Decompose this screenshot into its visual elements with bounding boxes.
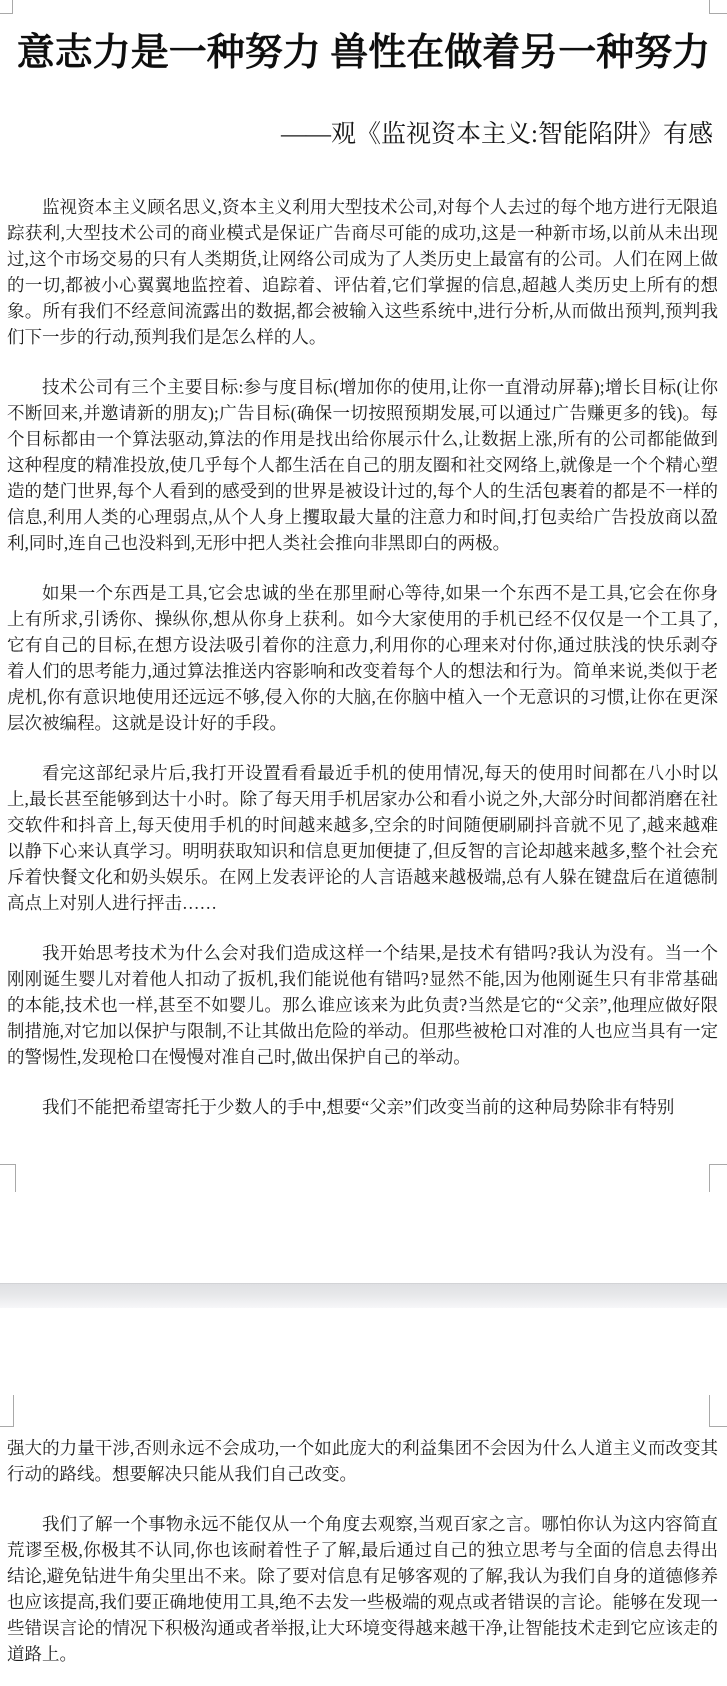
text-boundary-mark-bottom-right	[709, 1164, 727, 1192]
page-separator	[0, 1283, 727, 1308]
body-paragraph-6-continued: 强大的力量干涉,否则永远不会成功,一个如此庞大的利益集团不会因为什么人道主义而改变其行动的路线。想要解决只能从我们自己改变。	[7, 1438, 718, 1484]
page-2[interactable]	[0, 1308, 727, 1686]
body-paragraph-5: 我开始思考技术为什么会对我们造成这样一个结果,是技术有错吗?我认为没有。当一个刚刚诞生婴儿对着他人扣动了扳机,我们能说他有错吗?显然不能,因为他刚诞生只有非常基础的本能,技术也一样,甚至不如婴儿。那么谁应该来为此负责?当然是它的“父亲”,他理应做好限制措施,对它加以保护与限制,不让其做出危险的举动。但那些被枪口对准的人也应当具有一定的警惕性,发现枪口在慢慢对准自己时,做出保护自己的举动。	[7, 943, 718, 1068]
text-boundary-mark-top-right	[709, 0, 727, 14]
document-subtitle: ——观《监视资本主义:智能陷阱》有感	[281, 121, 713, 149]
body-paragraph-4: 看完这部纪录片后,我打开设置看看最近手机的使用情况,每天的使用时间都在八小时以上,最长甚至能够到达十小时。除了每天用手机居家办公和看小说之外,大部分时间都消磨在社交软件和抖音上,每天使用手机的时间越来越多,空余的时间随便刷刷抖音就不见了,越来越难以静下心来认真学习。明明获取知识和信息更加便捷了,但反智的言论却越来越多,整个社会充斥着快餐文化和奶头娱乐。在网上发表评论的人言语越来越极端,总有人躲在键盘后在道德制高点上对别人进行抨击……	[7, 763, 718, 914]
text-boundary-mark-top-right	[709, 1395, 727, 1427]
text-boundary-mark-bottom-left	[0, 1164, 16, 1192]
body-paragraph-2: 技术公司有三个主要目标:参与度目标(增加你的使用,让你一直滑动屏幕);增长目标(让你不断回来,并邀请新的朋友);广告目标(确保一切按照预期发展,可以通过广告赚更多的钱)。每个目标都由一个算法驱动,算法的作用是找出给你展示什么,让数据上涨,所有的公司都能做到这种程度的精准投放,使几乎每个人都生活在自己的朋友圈和社交网络上,就像是一个个精心塑造的楚门世界,每个人看到的感受到的世界是被设计过的,每个人的生活包裹着的都是不一样的信息,利用人类的心理弱点,从个人身上攫取最大量的注意力和时间,打包卖给广告投放商以盈利,同时,连自己也没料到,无形中把人类社会推向非黑即白的两极。	[7, 377, 718, 554]
body-paragraph-6-start: 我们不能把希望寄托于少数人的手中,想要“父亲”们改变当前的这种局势除非有特别	[42, 1097, 675, 1118]
page2-body	[0, 1308, 727, 1667]
text-boundary-mark-top-left	[0, 0, 13, 14]
document-title: 意志力是一种努力 兽性在做着另一种努力	[16, 32, 711, 74]
body-paragraph-7: 我们了解一个事物永远不能仅从一个角度去观察,当观百家之言。哪怕你认为这内容简直荒谬至极,你极其不认同,你也该耐着性子了解,最后通过自己的独立思考与全面的信息去得出结论,避免钻进牛角尖里出不来。除了要对信息有足够客观的了解,我认为我们自身的道德修养也应该提高,我们要正确地使用工具,绝不去发一些极端的观点或者错误的言论。能够在发现一些错误言论的情况下积极沟通或者举报,让大环境变得越来越干净,让智能技术走到它应该走的道路上。	[7, 1514, 718, 1664]
text-boundary-mark-top-left	[0, 1395, 14, 1427]
body-paragraph-3: 如果一个东西是工具,它会忠诚的坐在那里耐心等待,如果一个东西不是工具,它会在你身上有所求,引诱你、操纵你,想从你身上获利。如今大家使用的手机已经不仅仅是一个工具了,它有自己的目标,在想方设法吸引着你的注意力,利用你的心理来对付你,通过肤浅的快乐剥夺着人们的思考能力,通过算法推送内容影响和改变着每个人的想法和行为。简单来说,类似于老虎机,你有意识地使用还远远不够,侵入你的大脑,在你脑中植入一个无意识的习惯,让你在更深层次被编程。这就是设计好的手段。	[7, 583, 718, 734]
page1-body	[0, 194, 727, 1120]
body-paragraph-1: 监视资本主义顾名思义,资本主义利用大型技术公司,对每个人去过的每个地方进行无限追踪获利,大型技术公司的商业模式是保证广告商尽可能的成功,这是一种新市场,以前从未出现过,这个市场交易的只有人类期货,让网络公司成为了人类历史上最富有的公司。人们在网上做的一切,都被小心翼翼地监控着、追踪着、评估着,它们掌握的信息,超越人类历史上所有的想象。所有我们不经意间流露出的数据,都会被输入这些系统中,进行分析,从而做出预判,预判我们下一步的行动,预判我们是怎么样的人。	[7, 197, 718, 348]
